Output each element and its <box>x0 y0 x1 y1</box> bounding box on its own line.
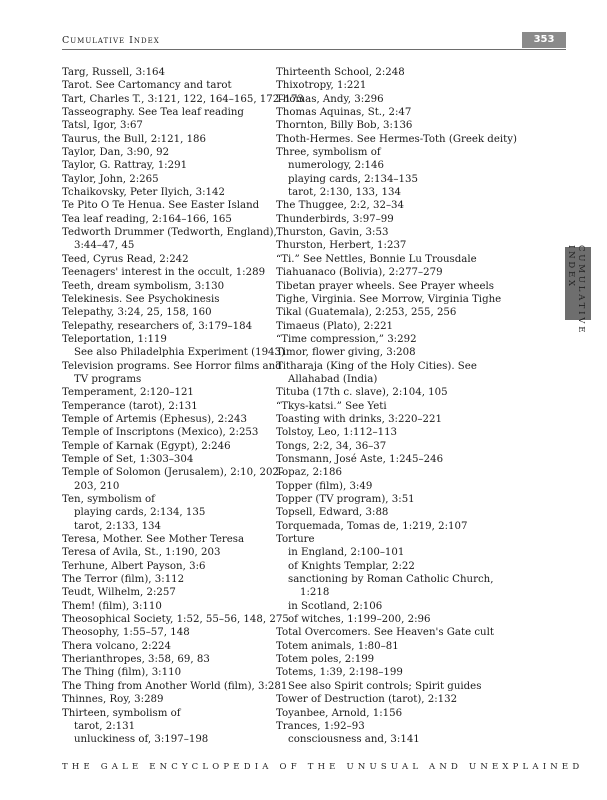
index-entry: Them! (film), 3:110 <box>62 600 162 612</box>
index-entry: Tower of Destruction (tarot), 2:132 <box>276 694 458 706</box>
index-subentry: of Knights Templar, 2:22 <box>288 560 415 572</box>
running-footer: THE GALE ENCYCLOPEDIA OF THE UNUSUAL AND UNEXPLAINED <box>62 762 584 772</box>
index-entry: Targ, Russell, 3:164 <box>62 67 166 78</box>
index-column-right <box>276 66 517 747</box>
index-entry: Three, symbolism of <box>276 147 381 159</box>
index-subentry: See also Philadelphia Experiment (1943) <box>74 347 285 359</box>
index-entry: Temperance (tarot), 2:131 <box>62 400 198 412</box>
index-entry: Tedworth Drummer (Tedworth, England), 3:44–47, 45 <box>62 227 277 252</box>
index-entry: Ten, symbolism of <box>62 494 155 505</box>
index-entry: Thunderbirds, 3:97–99 <box>276 213 394 225</box>
index-entry: The Thing (film), 3:110 <box>62 667 182 679</box>
index-entry: Trances, 1:92–93 <box>276 720 365 732</box>
index-entry: Thurston, Gavin, 3:53 <box>276 227 389 239</box>
index-entry: Totem animals, 1:80–81 <box>276 640 399 652</box>
index-entry: Thomas, Andy, 3:296 <box>276 93 384 105</box>
index-entry: Teeth, dream symbolism, 3:130 <box>62 280 225 292</box>
index-entry: Torture <box>276 534 315 546</box>
index-entry: Tarot. See Cartomancy and tarot <box>62 80 232 92</box>
index-entry: Topper (film), 3:49 <box>276 480 373 492</box>
index-entry: The Thing from Another World (film), 3:281 <box>62 680 288 692</box>
index-entry: “Tkys-katsi.” See Yeti <box>276 400 387 412</box>
index-entry: Temple of Karnak (Egypt), 2:246 <box>62 440 231 452</box>
index-entry: Theosophy, 1:55–57, 148 <box>62 627 190 639</box>
index-entry: Tatsl, Igor, 3:67 <box>62 120 143 132</box>
index-entry: Totem poles, 2:199 <box>276 654 375 666</box>
index-entry: Tituba (17th c. slave), 2:104, 105 <box>276 387 448 399</box>
index-subentry: sanctioning by Roman Catholic Church, 1:218 <box>288 574 494 599</box>
index-entry: Temperament, 2:120–121 <box>62 387 194 399</box>
running-header <box>62 33 566 50</box>
index-entry: Telekinesis. See Psychokinesis <box>62 293 220 305</box>
index-entry: Temple of Inscriptons (Mexico), 2:253 <box>62 427 259 439</box>
index-subentry: tarot, 2:133, 134 <box>74 520 162 532</box>
index-entry: Tasseography. See Tea leaf reading <box>62 107 244 119</box>
index-subentry: See also Spirit controls; Spirit guides <box>288 680 482 692</box>
index-entry: Tea leaf reading, 2:164–166, 165 <box>62 213 232 225</box>
index-entry: Taylor, John, 2:265 <box>62 173 159 185</box>
index-subentry: in Scotland, 2:106 <box>288 600 383 612</box>
index-entry: Te Pito O Te Henua. See Easter Island <box>62 200 260 212</box>
index-subentry: playing cards, 2:134–135 <box>288 173 418 185</box>
index-entry: Toasting with drinks, 3:220–221 <box>276 413 442 425</box>
index-entry: Temple of Artemis (Ephesus), 2:243 <box>62 413 247 425</box>
index-entry: Topaz, 2:186 <box>276 467 342 479</box>
index-entry: Thirteen, symbolism of <box>62 707 181 719</box>
index-entry: Totems, 1:39, 2:198–199 <box>276 667 403 679</box>
index-entry: Thurston, Herbert, 1:237 <box>276 240 407 252</box>
index-entry: Thinnes, Roy, 3:289 <box>62 694 164 706</box>
index-entry: Titharaja (King of the Holy Cities). See Allahabad (India) <box>276 360 477 385</box>
index-entry: Tonsmann, José Aste, 1:245–246 <box>276 453 444 465</box>
index-entry: Timor, flower giving, 3:208 <box>276 347 416 359</box>
index-entry: Theosophical Society, 1:52, 55–56, 148, 275 <box>62 614 289 626</box>
index-entry: Telepathy, researchers of, 3:179–184 <box>62 320 253 332</box>
index-entry: Teresa of Avila, St., 1:190, 203 <box>62 547 221 559</box>
index-entry: Tiahuanaco (Bolivia), 2:277–279 <box>276 267 443 279</box>
page-number: 353 <box>522 32 566 48</box>
index-entry: Thixotropy, 1:221 <box>276 80 367 92</box>
index-entry: Torquemada, Tomas de, 1:219, 2:107 <box>276 520 468 532</box>
index-entry: Thera volcano, 2:224 <box>62 640 172 652</box>
index-entry: Telepathy, 3:24, 25, 158, 160 <box>62 307 212 319</box>
index-subentry: unluckiness of, 3:197–198 <box>74 734 209 746</box>
index-entry: Tongs, 2:2, 34, 36–37 <box>276 440 387 452</box>
index-entry: Thornton, Billy Bob, 3:136 <box>276 120 413 132</box>
index-entry: Teed, Cyrus Read, 2:242 <box>62 253 189 265</box>
index-entry: Terhune, Albert Payson, 3:6 <box>62 560 206 572</box>
index-subentry: tarot, 2:131 <box>74 720 136 732</box>
index-entry: Teleportation, 1:119 <box>62 333 167 345</box>
index-entry: Thoth-Hermes. See Hermes-Toth (Greek deity) <box>276 133 517 145</box>
index-entry: “Ti.” See Nettles, Bonnie Lu Trousdale <box>276 253 477 265</box>
index-entry: Tart, Charles T., 3:121, 122, 164–165, 172–173 <box>62 93 304 105</box>
index-subentry: numerology, 2:146 <box>288 160 384 172</box>
index-entry: Thirteenth School, 2:248 <box>276 67 405 78</box>
index-entry: Tighe, Virginia. See Morrow, Virginia Tighe <box>276 293 502 305</box>
index-entry: Tibetan prayer wheels. See Prayer wheels <box>276 280 495 292</box>
index-entry: Topsell, Edward, 3:88 <box>276 507 389 519</box>
index-entry: Teudt, Wilhelm, 2:257 <box>62 587 176 599</box>
running-header-title: Cumulative Index <box>62 35 160 46</box>
index-entry: Total Overcomers. See Heaven's Gate cult <box>276 627 494 639</box>
index-entry: Taylor, Dan, 3:90, 92 <box>62 147 170 159</box>
index-subentry: tarot, 2:130, 133, 134 <box>288 187 401 199</box>
index-entry: Toyanbee, Arnold, 1:156 <box>276 707 403 719</box>
index-entry: Tolstoy, Leo, 1:112–113 <box>276 427 398 439</box>
index-entry: The Terror (film), 3:112 <box>62 574 185 586</box>
index-subentry: consciousness and, 3:141 <box>288 734 420 746</box>
index-entry: “Time compression,” 3:292 <box>276 333 417 345</box>
index-entry: Thomas Aquinas, St., 2:47 <box>276 107 412 119</box>
index-subentry: playing cards, 2:134, 135 <box>74 507 206 519</box>
side-tab-label: CUMULATIVE INDEX <box>566 245 586 336</box>
index-entry: Teenagers' interest in the occult, 1:289 <box>62 267 266 279</box>
index-subentry: in England, 2:100–101 <box>288 547 405 559</box>
index-entry: Tchaikovsky, Peter Ilyich, 3:142 <box>62 187 225 199</box>
index-entry: Taurus, the Bull, 2:121, 186 <box>62 133 207 145</box>
index-entry: Therianthropes, 3:58, 69, 83 <box>62 654 210 666</box>
index-entry: Timaeus (Plato), 2:221 <box>276 320 394 332</box>
index-entry: Taylor, G. Rattray, 1:291 <box>62 160 188 172</box>
index-entry: Topper (TV program), 3:51 <box>276 494 415 505</box>
index-entry: Tikal (Guatemala), 2:253, 255, 256 <box>276 307 457 319</box>
index-entry: Television programs. See Horror films and TV programs <box>62 360 282 385</box>
index-entry: Teresa, Mother. See Mother Teresa <box>62 534 245 546</box>
index-entry: Temple of Set, 1:303–304 <box>62 453 194 465</box>
index-entry: Temple of Solomon (Jerusalem), 2:10, 202–203, 210 <box>62 467 285 492</box>
index-subentry: of witches, 1:199–200, 2:96 <box>288 614 431 626</box>
index-entry: The Thuggee, 2:2, 32–34 <box>276 200 405 212</box>
